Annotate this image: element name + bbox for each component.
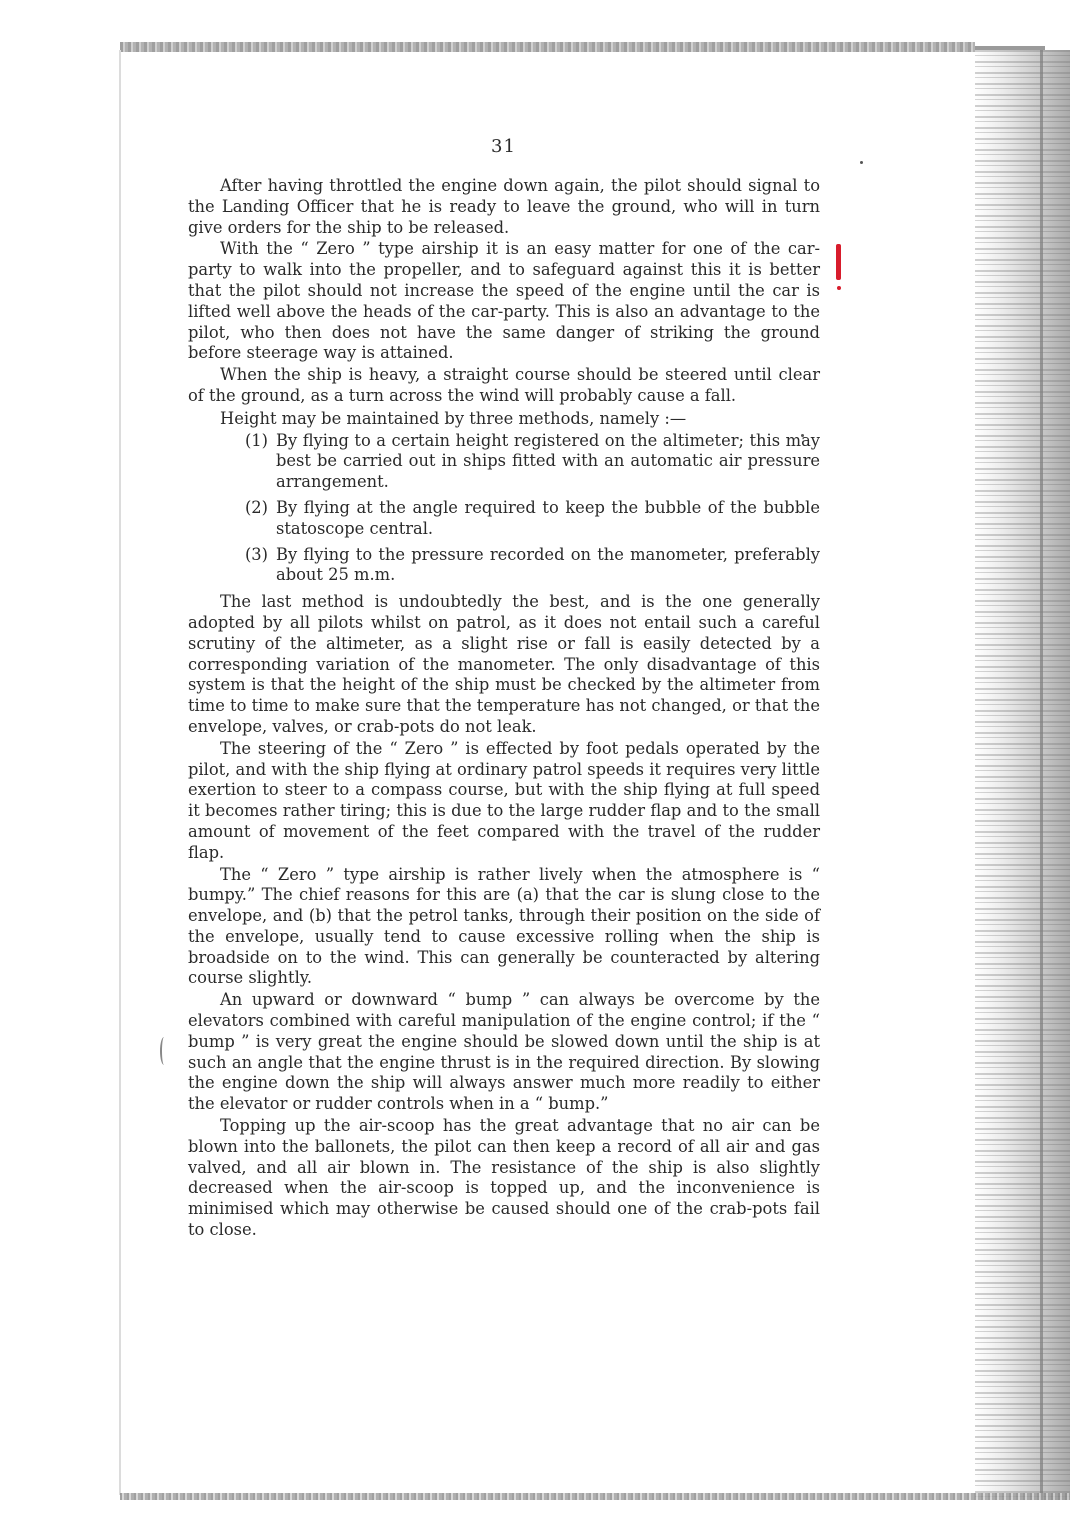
margin-mark-red-dot bbox=[837, 286, 841, 290]
paragraph: The “ Zero ” type airship is rather lively when the atmosphere is “ bumpy.” The chief reasons for this are (a) that the car is slung close to the envelope, and (b) that the petrol tanks, through their position on the side of the envelope, usually tend to cause excessive rolling when the ship is broadside on to the wind. This can generally be counteracted by altering course slightly. bbox=[188, 864, 820, 988]
list-item bbox=[188, 498, 820, 540]
paragraph: An upward or downward “ bump ” can always be overcome by the elevators combined with careful manipulation of the engine control; if the “ bump ” is very great the engine should be slowed down until the ship is at such an angle that the engine thrust is in the required direction. By slowing the engine down the ship will always answer much more readily to either the elevator or rudder controls when in a “ bump.” bbox=[188, 990, 820, 1114]
list-item-number: (2) bbox=[244, 497, 268, 517]
paragraph: With the “ Zero ” type airship it is an easy matter for one of the car-party to walk into the propeller, and to safeguard against this it is better that the pilot should not increase the speed of the engine until the car is lifted well above the heads of the car-party. This is also an advantage to the pilot, who then does not have the same danger of striking the ground before steerage way is attained. bbox=[188, 239, 820, 363]
margin-mark-red bbox=[836, 244, 841, 280]
list-item-text: By flying to a certain height registered on the altimeter; this may best be carried out in ships fitted with an automatic air pressure arrangement. bbox=[276, 430, 820, 492]
list-item-text: By flying at the angle required to keep the bubble of the bubble statoscope central. bbox=[276, 497, 820, 538]
page-number: 31 bbox=[491, 136, 516, 157]
paragraph: After having throttled the engine down again, the pilot should signal to the Landing Officer that he is ready to leave the ground, who will in turn give orders for the ship to be released. bbox=[188, 176, 820, 237]
list-item bbox=[188, 431, 820, 493]
methods-list bbox=[188, 431, 820, 587]
stray-dot bbox=[860, 161, 863, 164]
paragraph: The steering of the “ Zero ” is effected by foot pedals operated by the pilot, and with the ship flying at ordinary patrol speeds it requires very little exertion to steer to a compass course, but with the ship flying at full speed it becomes rather tiring; this is due to the large rudder flap and to the small amount of movement of the feet compared with the travel of the rudder flap. bbox=[188, 738, 820, 862]
list-item-number: (1) bbox=[244, 430, 268, 450]
scan-edge-bottom bbox=[120, 1493, 1070, 1500]
margin-tick bbox=[160, 1037, 168, 1065]
scan-edge-top bbox=[120, 42, 975, 52]
list-item-number: (3) bbox=[244, 544, 268, 564]
scan-edge-left bbox=[119, 50, 121, 1495]
paragraph: Height may be maintained by three methods, namely :— bbox=[220, 408, 687, 428]
list-item bbox=[188, 545, 820, 587]
list-item-text: By flying to the pressure recorded on the manometer, preferably about 25 m.m. bbox=[276, 544, 820, 585]
page-body bbox=[188, 176, 820, 1242]
paragraph: The last method is undoubtedly the best, and is the one generally adopted by all pilots whilst on patrol, as it does not entail such a careful scrutiny of the altimeter, as a slight rise or fall is easily detected by a corresponding variation of the manometer. The only disadvantage of this system is that the height of the ship must be checked by the altimeter from time to time to make sure that the temperature has not changed, or that the envelope, valves, or crab-pots do not leak. bbox=[188, 592, 820, 736]
scan-edge-right bbox=[975, 50, 1070, 1500]
scan-edge-right-line bbox=[1040, 50, 1043, 1500]
paragraph: When the ship is heavy, a straight course should be steered until clear of the ground, as a turn across the wind will probably cause a fall. bbox=[188, 365, 820, 405]
paragraph: Topping up the air-scoop has the great advantage that no air can be blown into the ballonets, the pilot can then keep a record of all air and gas valved, and all air blown in. The resistance of the ship is also slightly decreased when the air-scoop is topped up, and the inconvenience is minimised which may otherwise be caused should one of the crab-pots fail to close. bbox=[188, 1116, 820, 1240]
